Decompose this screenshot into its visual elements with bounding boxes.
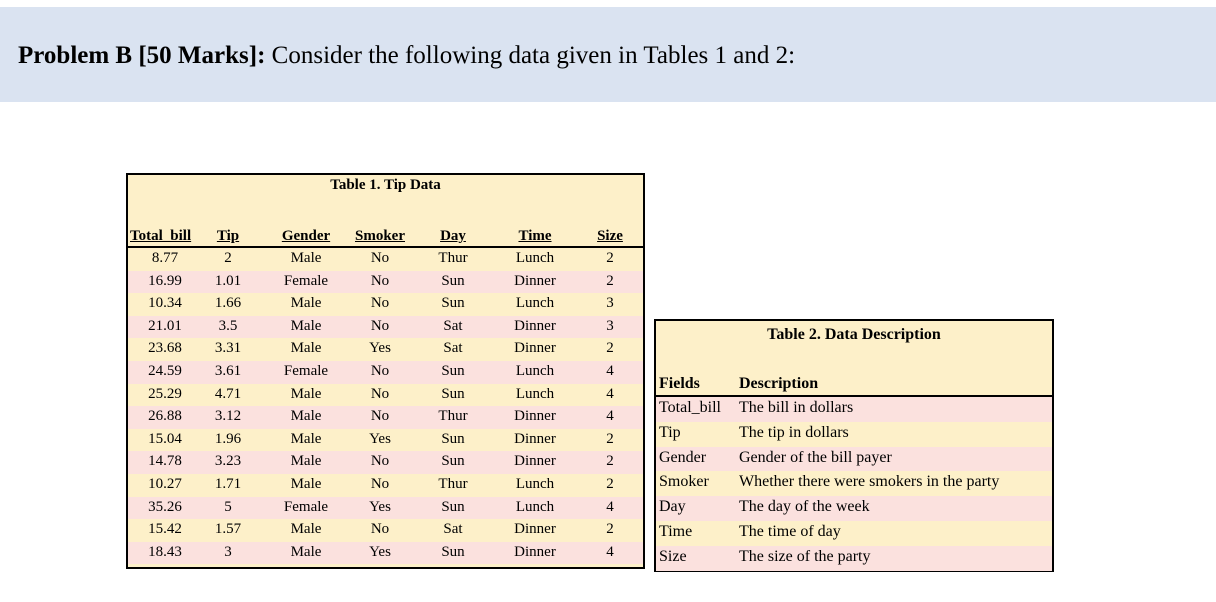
table2-col-header: Description <box>739 375 819 392</box>
table-row <box>128 474 643 497</box>
table-cell: 2 <box>606 521 614 538</box>
table2-header-row <box>656 373 1052 397</box>
table-cell: Thur <box>438 408 468 425</box>
field-name-cell: Day <box>659 498 686 516</box>
table-cell: 3.5 <box>218 317 238 334</box>
table-cell: Dinner <box>514 317 556 334</box>
tip-data-table <box>126 173 645 569</box>
table-cell: Sun <box>441 295 465 312</box>
table-cell: Lunch <box>515 250 555 266</box>
table-cell: 4.71 <box>214 385 242 402</box>
table-row <box>656 397 1052 422</box>
table-cell: Thur <box>438 475 468 492</box>
table-cell: 8.77 <box>151 250 179 266</box>
table-cell: 2 <box>606 430 614 447</box>
table-row <box>656 521 1052 546</box>
table-cell: 2 <box>606 475 614 492</box>
table1-col-header: Time <box>518 228 552 244</box>
table-cell: 1.71 <box>214 475 242 492</box>
table-cell: Male <box>290 543 322 560</box>
table-cell: 3.61 <box>214 362 242 379</box>
table-cell: 10.27 <box>148 475 182 492</box>
table-row <box>128 293 643 316</box>
table-cell: Male <box>290 521 322 538</box>
table-row <box>128 248 643 271</box>
table-cell: No <box>370 521 390 538</box>
table-row <box>656 471 1052 496</box>
table-cell: Yes <box>369 430 391 447</box>
table-cell: Dinner <box>514 272 556 289</box>
table-cell: Lunch <box>515 385 555 402</box>
table-cell: No <box>370 408 390 425</box>
table-cell: Sun <box>441 362 465 379</box>
table-cell: Male <box>290 408 322 425</box>
table-row <box>656 447 1052 472</box>
field-name-cell: Smoker <box>659 473 709 491</box>
field-description-cell: The time of day <box>739 522 841 540</box>
field-name-cell: Tip <box>659 423 681 441</box>
table-cell: 1.96 <box>214 430 242 447</box>
table-cell: Sun <box>441 272 465 289</box>
table-cell: 3 <box>606 295 614 312</box>
table-cell: Dinner <box>514 453 556 470</box>
table-cell: Dinner <box>514 430 556 447</box>
table-cell: No <box>370 317 390 334</box>
problem-label: Problem B [50 Marks]: <box>18 42 266 69</box>
table1-col-header: Day <box>440 228 466 244</box>
table-cell: 2 <box>224 250 232 266</box>
field-name-cell: Total_bill <box>659 399 721 416</box>
table-cell: Lunch <box>515 295 555 312</box>
table-row <box>128 542 643 565</box>
field-name-cell: Gender <box>659 448 707 466</box>
table-cell: Male <box>290 430 322 447</box>
table-cell: 2 <box>606 453 614 470</box>
table-cell: Lunch <box>515 362 555 379</box>
table-cell: No <box>370 250 390 266</box>
data-description-table <box>654 319 1054 572</box>
table2-body <box>656 397 1052 571</box>
table1-col-header: Total_bill <box>130 228 192 244</box>
table-cell: Female <box>283 362 329 379</box>
table-cell: Thur <box>438 250 468 266</box>
table-cell: No <box>370 453 390 470</box>
table-cell: 24.59 <box>148 362 182 379</box>
table-cell: 4 <box>606 385 614 402</box>
table-cell: 2 <box>606 340 614 357</box>
table-cell: 2 <box>606 272 614 289</box>
table-cell: 21.01 <box>148 317 182 334</box>
table-row <box>128 451 643 474</box>
table-cell: 2 <box>606 250 614 266</box>
table-cell: 1.01 <box>214 272 242 289</box>
table-row <box>128 316 643 339</box>
table-cell: Male <box>290 250 322 266</box>
table1-body <box>128 248 643 564</box>
table-cell: 4 <box>606 408 614 425</box>
table-cell: 35.26 <box>148 498 182 515</box>
table-cell: Lunch <box>515 498 555 515</box>
table-cell: 14.78 <box>148 453 182 470</box>
table-cell: Sun <box>441 498 465 515</box>
table-cell: Male <box>290 385 322 402</box>
field-description-cell: Whether there were smokers in the party <box>739 473 1000 491</box>
field-name-cell: Size <box>659 547 687 565</box>
table-cell: 16.99 <box>148 272 182 289</box>
table-cell: Female <box>283 498 329 515</box>
field-description-cell: The tip in dollars <box>739 423 849 441</box>
table-row <box>656 496 1052 521</box>
table-cell: 10.34 <box>148 295 182 312</box>
table1-col-header: Size <box>597 228 623 244</box>
table-cell: Female <box>283 272 329 289</box>
table1-header-row <box>128 226 643 248</box>
table-cell: 26.88 <box>148 408 182 425</box>
table-row <box>128 384 643 407</box>
table-cell: 3.12 <box>214 408 242 425</box>
table-cell: 18.43 <box>148 543 182 560</box>
table-cell: Sat <box>443 317 463 334</box>
table1-col-header: Tip <box>216 228 240 244</box>
table-cell: Sun <box>441 543 465 560</box>
table-cell: Dinner <box>514 543 556 560</box>
table-cell: No <box>370 475 390 492</box>
table-row <box>128 406 643 429</box>
field-description-cell: The bill in dollars <box>739 399 854 416</box>
table-row <box>656 422 1052 447</box>
table-row <box>128 271 643 294</box>
table-cell: Yes <box>369 340 391 357</box>
table-cell: No <box>370 385 390 402</box>
field-description-cell: The day of the week <box>739 498 870 516</box>
table-cell: No <box>370 272 390 289</box>
table-cell: Dinner <box>514 521 556 538</box>
problem-statement <box>18 41 795 71</box>
table-cell: 15.04 <box>148 430 182 447</box>
table-row <box>128 361 643 384</box>
table-cell: Sun <box>441 385 465 402</box>
table-cell: Yes <box>369 498 391 515</box>
field-name-cell: Time <box>659 522 693 540</box>
table-cell: Dinner <box>514 340 556 357</box>
table-cell: 1.57 <box>214 521 242 538</box>
problem-text: Consider the following data given in Tables 1 and 2: <box>265 42 796 69</box>
table1-col-header: Gender <box>281 228 331 244</box>
table-cell: No <box>370 295 390 312</box>
table-row <box>128 519 643 542</box>
field-description-cell: The size of the party <box>739 547 871 565</box>
table-row <box>656 546 1052 571</box>
table-cell: 25.29 <box>148 385 182 402</box>
table-cell: Male <box>290 295 322 312</box>
table-cell: Sat <box>443 340 463 357</box>
table-cell: 3 <box>224 543 232 560</box>
table-cell: Male <box>290 453 322 470</box>
problem-header-band <box>0 7 1216 102</box>
table-cell: Sun <box>441 430 465 447</box>
table1-title: Table 1. Tip Data <box>330 177 441 193</box>
table-row <box>128 338 643 361</box>
table-row <box>128 429 643 452</box>
table-cell: Yes <box>369 543 391 560</box>
table-cell: Male <box>290 340 322 357</box>
table-cell: 3.23 <box>214 453 242 470</box>
table-cell: Lunch <box>515 475 555 492</box>
table-cell: 3.31 <box>214 340 242 357</box>
table-cell: 4 <box>606 362 614 379</box>
table-cell: Male <box>290 317 322 334</box>
table-cell: 4 <box>606 543 614 560</box>
table2-col-header: Fields <box>659 375 700 392</box>
table-cell: No <box>370 362 390 379</box>
table-cell: 3 <box>606 317 614 334</box>
table-cell: Sun <box>441 453 465 470</box>
table-cell: Sat <box>443 521 463 538</box>
table-cell: Male <box>290 475 322 492</box>
table-cell: 4 <box>606 498 614 515</box>
field-description-cell: Gender of the bill payer <box>739 448 892 466</box>
table-cell: 5 <box>224 498 232 515</box>
table-cell: 15.42 <box>148 521 182 538</box>
table-cell: 23.68 <box>148 340 182 357</box>
table2-title: Table 2. Data Description <box>767 326 941 343</box>
table-cell: 1.66 <box>214 295 242 312</box>
table1-col-header: Smoker <box>355 228 405 244</box>
table-cell: Dinner <box>514 408 556 425</box>
table-row <box>128 497 643 520</box>
